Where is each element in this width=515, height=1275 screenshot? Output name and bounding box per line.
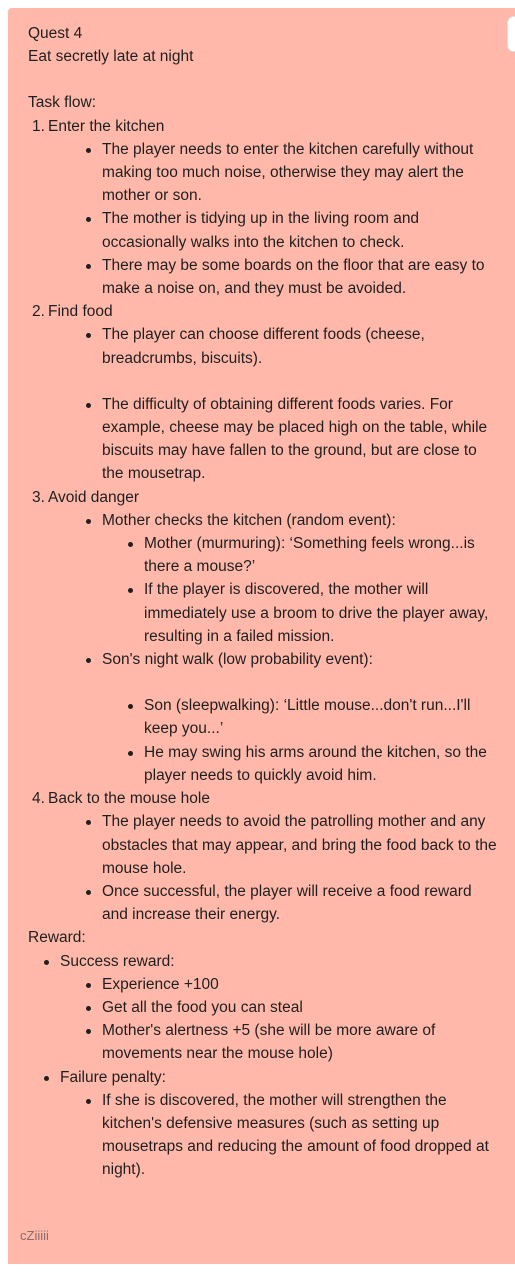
list-item: The player needs to avoid the patrolling mother and any obstacles that may appear, and bring the food back to the mouse hole. (84, 810, 497, 880)
reward-label: Reward: (28, 929, 86, 947)
list-item (84, 648, 497, 787)
list-item: The player can choose different foods (cheese, breadcrumbs, biscuits). (84, 323, 497, 369)
list-item: Get all the food you can steal (84, 996, 497, 1019)
step-number: 4. (32, 790, 45, 808)
list-item: The difficulty of obtaining different foods varies. For example, cheese may be placed high on the table, while biscuits may have fallen to the ground, but are close to the mousetrap. (84, 393, 497, 486)
reward-items (60, 973, 497, 1066)
list-item: If she is discovered, the mother will strengthen the kitchen's defensive measures (such as setting up mousetraps and reducing the amount of food dropped at night). (84, 1089, 497, 1182)
step-item (28, 115, 497, 301)
quest-title: Quest 4 (28, 25, 83, 42)
step-label: Enter the kitchen (48, 117, 165, 135)
step-item (28, 300, 497, 485)
reward-list (28, 950, 497, 1182)
step-bullets (48, 509, 497, 787)
list-item: Experience +100 (84, 973, 497, 996)
step-number: 2. (32, 303, 45, 321)
list-item: Mother's alertness +5 (she will be more aware of movements near the mouse hole) (84, 1019, 497, 1065)
list-item: Once successful, the player will receive a food reward and increase their energy. (84, 880, 497, 926)
step-item (28, 486, 497, 787)
event-label: Son's night walk (low probability event): (102, 651, 373, 669)
spacer (102, 671, 497, 694)
step-number: 1. (32, 117, 45, 135)
list-item (84, 509, 497, 648)
step-label: Avoid danger (48, 488, 140, 506)
quest-subtitle: Eat secretly late at night (28, 48, 194, 66)
event-details (102, 532, 497, 648)
step-label: Back to the mouse hole (48, 790, 210, 808)
reward-items (60, 1089, 497, 1182)
step-item (28, 787, 497, 926)
list-item: The player needs to enter the kitchen carefully without making too much noise, otherwise they may alert the mother or son. (84, 138, 497, 208)
list-item (42, 950, 497, 1066)
card-handle (507, 16, 515, 52)
step-label: Find food (48, 303, 113, 321)
list-item: The mother is tidying up in the living room and occasionally walks into the kitchen to check. (84, 207, 497, 253)
list-item: He may swing his arms around the kitchen, so the player needs to quickly avoid him. (126, 741, 497, 787)
list-item: There may be some boards on the floor that are easy to make a noise on, and they must be avoided. (84, 254, 497, 300)
list-item: Son (sleepwalking): ‘Little mouse...don't run...I'll keep you...’ (126, 694, 497, 740)
reward-group-label: Success reward: (60, 952, 175, 970)
step-bullets (48, 138, 497, 300)
spacer (28, 68, 497, 91)
task-flow-label: Task flow: (28, 94, 97, 112)
step-bullets (48, 323, 497, 485)
spacer (84, 370, 497, 393)
list-item: Mother (murmuring): ‘Something feels wrong...is there a mouse?’ (126, 532, 497, 578)
task-steps (28, 115, 497, 927)
quest-card (8, 8, 515, 1264)
author-name: cZiiiii (20, 1228, 49, 1243)
reward-group-label: Failure penalty: (60, 1068, 166, 1086)
list-item (42, 1066, 497, 1182)
step-number: 3. (32, 488, 45, 506)
step-bullets (48, 810, 497, 926)
event-label: Mother checks the kitchen (random event): (102, 511, 396, 529)
event-details (102, 694, 497, 787)
list-item: If the player is discovered, the mother will immediately use a broom to drive the player away, resulting in a failed mission. (126, 578, 497, 648)
